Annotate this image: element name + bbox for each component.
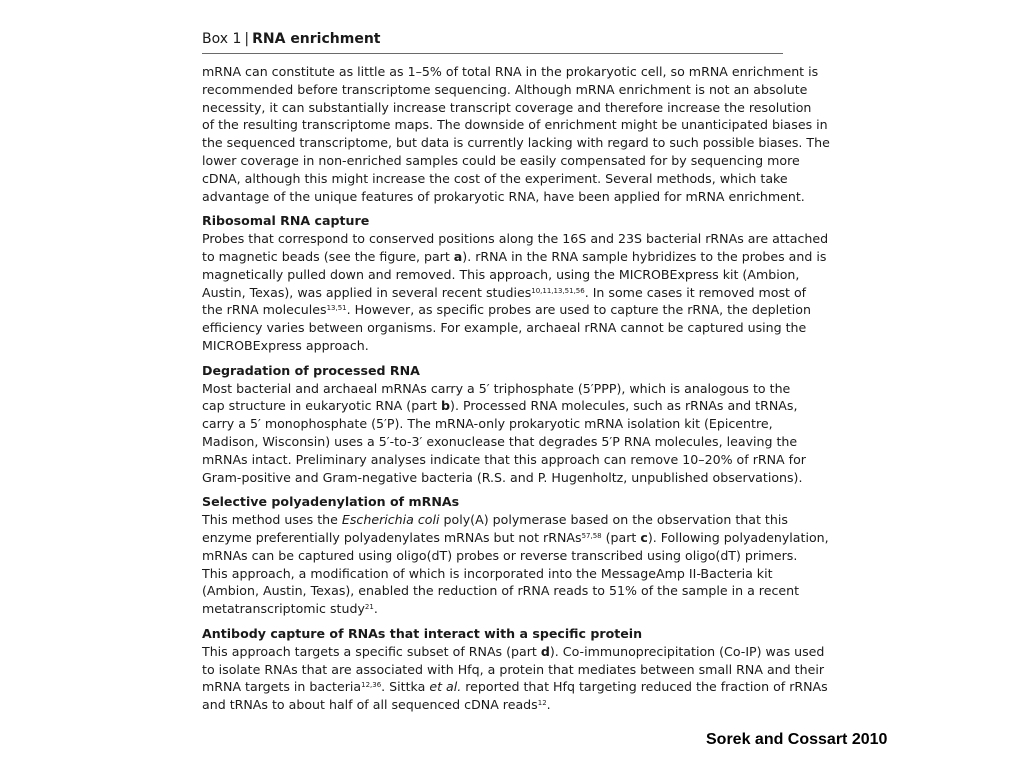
text-line — [202, 266, 800, 284]
text-run: This method uses the — [202, 512, 342, 528]
text-line — [202, 511, 788, 529]
text-run: ). Processed RNA molecules, such as rRNAs and tRNAs, — [450, 398, 798, 414]
text-line — [202, 248, 827, 266]
text-run: the rRNA molecules — [202, 302, 327, 318]
italic-text: Escherichia coli — [341, 512, 440, 528]
text-box — [202, 30, 830, 714]
reference-superscript: 12 — [537, 699, 547, 708]
text-line — [202, 433, 798, 451]
reference-superscript: 57,58 — [581, 531, 602, 540]
text-line — [202, 337, 783, 355]
text-run: mRNAs intact. Preliminary analyses indicate that this approach can remove 10–20% of rRNA for — [202, 451, 806, 467]
figure-part-label: a — [453, 248, 463, 264]
text-line: necessity, it can substantially increase transcript coverage and therefore increase the resolution — [202, 99, 812, 115]
section-heading: Degradation of processed RNA — [202, 362, 420, 378]
reference-superscript: 10,11,13,51,56 — [531, 286, 585, 295]
text-line: of the resulting transcriptome maps. The downside of enrichment might be unanticipated biases in — [202, 117, 828, 133]
text-line — [202, 451, 806, 469]
section-paragraph — [202, 380, 806, 487]
text-run: to magnetic beads (see the figure, part — [202, 248, 454, 264]
text-run: carry a 5′ monophosphate (5′P). The mRNA-only prokaryotic mRNA isolation kit (Epicentre, — [202, 416, 773, 432]
text-line — [202, 696, 783, 714]
text-run: efficiency varies between organisms. For example, archaeal rRNA cannot be captured using the — [202, 320, 807, 336]
text-run: enzyme preferentially polyadenylates mRNAs but not rRNAs — [202, 529, 582, 545]
box-title — [202, 30, 783, 54]
text-run: mRNAs can be captured using oligo(dT) probes or reverse transcribed using oligo(dT) primers. — [202, 547, 798, 563]
text-run: magnetically pulled down and removed. This approach, using the MICROBExpress kit (Ambion, — [202, 266, 800, 282]
section-paragraph — [202, 643, 828, 714]
section-ribosomal-rna-capture — [202, 212, 829, 354]
text-run: This approach targets a specific subset of RNAs (part — [202, 643, 541, 659]
text-line — [202, 678, 828, 696]
text-line — [202, 529, 829, 547]
text-run: . However, as specific probes are used to capture the rRNA, the depletion — [346, 302, 811, 318]
text-run: ). Co-immunoprecipitation (Co-IP) was used — [549, 643, 825, 659]
text-run: mRNA targets in bacteria — [202, 679, 362, 695]
reference-superscript: 21 — [364, 603, 374, 612]
box-heading: RNA enrichment — [252, 31, 381, 47]
reference-superscript: 13,51 — [326, 304, 347, 313]
text-line: recommended before transcriptome sequencing. Although mRNA enrichment is not an absolute — [202, 81, 808, 97]
text-line — [202, 661, 824, 679]
text-run: and tRNAs to about half of all sequenced cDNA reads — [202, 697, 538, 713]
figure-part-label: d — [540, 643, 550, 659]
text-line: cDNA, although this might increase the cost of the experiment. Several methods, which take — [202, 170, 788, 186]
box-separator: | — [244, 31, 250, 47]
figure-part-label: b — [441, 398, 451, 414]
text-run: MICROBExpress approach. — [202, 337, 369, 353]
text-line — [202, 582, 800, 600]
box-label: Box 1 — [202, 31, 242, 47]
text-run: Madison, Wisconsin) uses a 5′-to-3′ exonuclease that degrades 5′P RNA molecules, leaving the — [202, 433, 798, 449]
text-line — [202, 469, 803, 487]
reference-superscript: 12,36 — [361, 681, 382, 690]
section-heading: Ribosomal RNA capture — [202, 213, 370, 229]
text-run: . — [373, 601, 378, 617]
text-run: Austin, Texas), was applied in several recent studies — [202, 284, 532, 300]
section-antibody-capture-of-rnas-that-interact-with-a-specific-protein — [202, 625, 828, 714]
text-line — [202, 643, 825, 661]
text-run: metatranscriptomic study — [202, 601, 365, 617]
italic-text: et al. — [429, 679, 462, 695]
text-line — [202, 415, 783, 433]
text-run: . — [546, 697, 551, 713]
text-run: reported that Hfq targeting reduced the fraction of rRNAs — [461, 679, 828, 695]
text-line: lower coverage in non-enriched samples could be easily compensated for by sequencing more — [202, 152, 800, 168]
section-paragraph — [202, 511, 829, 618]
citation: Sorek and Cossart 2010 — [706, 731, 888, 748]
text-line — [202, 547, 798, 565]
figure-part-label: c — [640, 529, 648, 545]
text-run: poly(A) polymerase based on the observation that this — [439, 512, 788, 528]
text-run: (Ambion, Austin, Texas), enabled the reduction of rRNA reads to 51% of the sample in a recent — [202, 583, 800, 599]
section-selective-polyadenylation-of-mrnas — [202, 493, 829, 618]
text-line — [202, 301, 811, 319]
text-line — [202, 397, 798, 415]
text-line — [202, 284, 807, 302]
text-run: to isolate RNAs that are associated with Hfq, a protein that mediates between small RNA and their — [202, 661, 824, 677]
text-run: (part — [601, 529, 641, 545]
text-line — [202, 600, 783, 618]
text-line — [202, 565, 783, 583]
text-run: Probes that correspond to conserved positions along the 16S and 23S bacterial rRNAs are attached — [202, 231, 829, 247]
text-line — [202, 319, 807, 337]
text-line — [202, 380, 791, 398]
text-run: ). Following polyadenylation, — [647, 529, 829, 545]
sections — [202, 212, 829, 714]
text-line — [202, 230, 829, 248]
text-line: the sequenced transcriptome, but data is currently lacking with regard to such possible biases. The — [202, 135, 830, 151]
text-line: advantage of the unique features of prokaryotic RNA, have been applied for mRNA enrichment. — [202, 188, 805, 204]
text-run: . In some cases it removed most of — [584, 284, 807, 300]
section-degradation-of-processed-rna — [202, 362, 806, 487]
section-heading: Antibody capture of RNAs that interact with a specific protein — [202, 625, 643, 641]
text-run: . Sittka — [381, 679, 430, 695]
text-run: ). rRNA in the RNA sample hybridizes to the probes and is — [462, 248, 827, 264]
text-line: mRNA can constitute as little as 1–5% of total RNA in the prokaryotic cell, so mRNA enrichment is — [202, 64, 819, 79]
text-run: This approach, a modification of which is incorporated into the MessageAmp II-Bacteria kit — [202, 565, 773, 581]
text-run: Gram-positive and Gram-negative bacteria (R.S. and P. Hugenholtz, unpublished observations). — [202, 469, 803, 485]
text-run: Most bacterial and archaeal mRNAs carry a 5′ triphosphate (5′PPP), which is analogous to the — [202, 380, 791, 396]
text-run: cap structure in eukaryotic RNA (part — [202, 398, 442, 414]
intro-paragraph — [202, 63, 830, 205]
section-heading: Selective polyadenylation of mRNAs — [202, 494, 460, 510]
section-paragraph — [202, 230, 829, 355]
